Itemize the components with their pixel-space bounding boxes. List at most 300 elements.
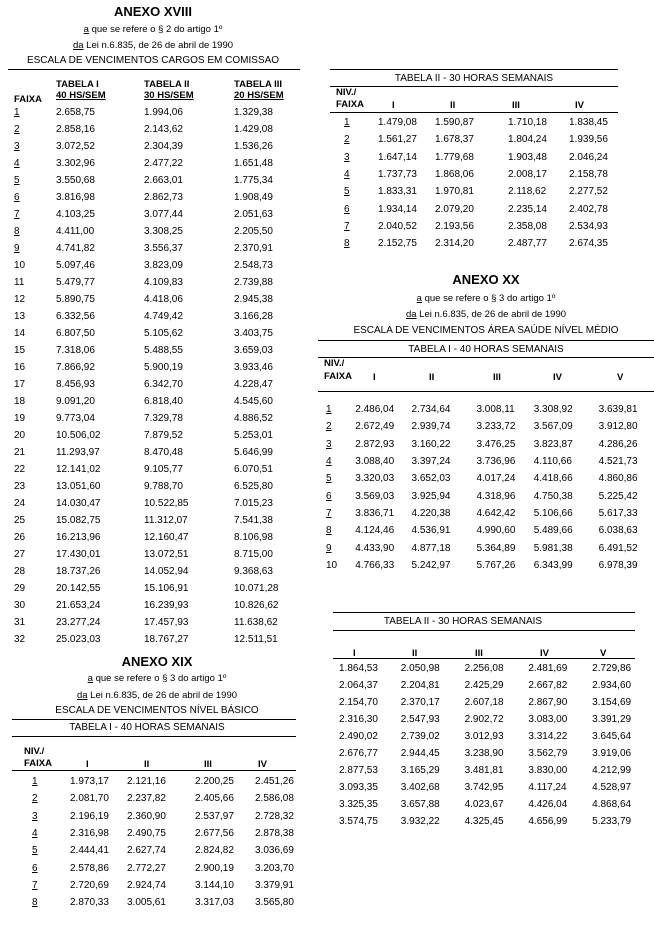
faixa-cell: 11 (14, 277, 25, 288)
faixa-cell: 25 (14, 515, 26, 526)
value-cell: 2.360,90 (127, 810, 166, 822)
faixa-cell: 1 (326, 404, 332, 416)
col-header-ii: II (429, 372, 435, 383)
value-cell: 2.316,30 (339, 714, 378, 725)
value-cell: 2.867,90 (528, 697, 568, 708)
value-cell: 4.749,42 (144, 311, 183, 322)
value-cell: 3.652,03 (411, 473, 451, 485)
col-header-iv: IV (553, 372, 562, 383)
table-row (14, 563, 306, 580)
col-header-iii: III (475, 648, 483, 659)
col-header-faixa: FAIXA (24, 758, 52, 769)
value-cell: 3.379,91 (255, 879, 294, 891)
col-header-tabela-iii: TABELA III (234, 79, 283, 90)
value-cell: 1.970,81 (435, 186, 474, 198)
value-cell: 2.079,20 (435, 203, 474, 215)
table-row (32, 773, 317, 790)
anexo-xviii-title: ANEXO XVIII (113, 4, 193, 19)
table-row (339, 796, 654, 813)
faixa-cell: 20 (14, 430, 26, 441)
table-row (32, 808, 317, 825)
table-row (14, 614, 306, 631)
lei-prefix: da (76, 690, 88, 701)
value-cell: 4.536,91 (411, 525, 451, 537)
value-cell: 3.562,79 (528, 748, 568, 759)
table-row (32, 790, 317, 807)
value-cell: 3.093,35 (339, 782, 378, 793)
value-cell: 13.051,60 (56, 481, 101, 492)
value-cell: 3.639,81 (598, 404, 638, 416)
value-cell: 3.308,92 (533, 404, 573, 416)
col-header-ii: II (450, 100, 456, 111)
table-row (339, 677, 654, 694)
table-row (344, 218, 629, 235)
value-cell: 6.491,52 (598, 542, 638, 554)
faixa-cell: 13 (14, 311, 26, 322)
value-cell: 3.203,70 (255, 862, 294, 874)
value-cell: 3.402,68 (400, 782, 440, 793)
value-cell: 6.342,70 (144, 379, 183, 390)
table-row (326, 401, 654, 418)
table-row (14, 393, 306, 410)
value-cell: 3.657,88 (400, 799, 440, 810)
col-header-tabela-i-hours: 40 HS/SEM (56, 90, 106, 101)
col-header-faixa: FAIXA (336, 99, 364, 110)
divider (318, 391, 654, 392)
value-cell: 17.430,01 (56, 549, 101, 560)
value-cell: 3.836,71 (355, 507, 395, 519)
table-row (14, 206, 306, 223)
value-cell: 2.277,52 (569, 186, 608, 198)
faixa-cell: 6 (32, 862, 38, 874)
table-row (32, 877, 317, 894)
value-cell: 3.314,22 (528, 731, 568, 742)
value-cell: 7.541,38 (234, 515, 273, 526)
value-cell: 2.256,08 (464, 663, 504, 674)
value-cell: 3.830,00 (528, 765, 568, 776)
faixa-cell: 5 (326, 473, 332, 485)
col-header-ii: II (144, 759, 150, 770)
value-cell: 2.046,24 (569, 151, 608, 163)
value-cell: 5.890,75 (56, 294, 95, 305)
value-cell: 2.674,35 (569, 238, 608, 250)
anexo-xix-lei (8, 690, 306, 701)
value-cell: 4.868,64 (592, 799, 632, 810)
faixa-cell: 3 (344, 151, 350, 163)
value-cell: 2.008,17 (508, 169, 547, 181)
divider (318, 357, 654, 358)
faixa-cell: 5 (14, 175, 20, 186)
value-cell: 1.934,14 (378, 203, 417, 215)
col-header-v: V (600, 648, 607, 659)
faixa-cell: 3 (326, 438, 332, 450)
table-row (14, 444, 306, 461)
a20-tabela-ii-title: TABELA II - 30 HORAS SEMANAIS (383, 616, 543, 627)
faixa-cell: 7 (14, 209, 20, 220)
table-row (326, 539, 654, 556)
value-cell: 16.239,93 (144, 600, 189, 611)
divider (330, 112, 618, 113)
value-cell: 1.903,48 (508, 151, 547, 163)
table-row (344, 131, 629, 148)
col-header-i: I (86, 759, 89, 770)
table-row (339, 779, 654, 796)
value-cell: 2.578,86 (70, 862, 109, 874)
value-cell: 2.858,16 (56, 124, 95, 135)
anexo-xviii-table (14, 104, 306, 648)
value-cell: 1.779,68 (435, 151, 474, 163)
value-cell: 4.990,60 (476, 525, 516, 537)
value-cell: 4.528,97 (592, 782, 632, 793)
value-cell: 2.924,74 (127, 879, 166, 891)
value-cell: 16.213,96 (56, 532, 101, 543)
value-cell: 4.110,66 (533, 456, 572, 468)
value-cell: 3.088,40 (355, 456, 395, 468)
table-row (326, 453, 654, 470)
value-cell: 18.737,26 (56, 566, 101, 577)
divider (333, 658, 635, 659)
table-row (14, 223, 306, 240)
value-cell: 4.318,96 (476, 490, 516, 502)
value-cell: 2.051,63 (234, 209, 273, 220)
value-cell: 2.902,72 (464, 714, 504, 725)
value-cell: 5.767,26 (476, 559, 516, 571)
value-cell: 1.536,26 (234, 141, 273, 152)
value-cell: 2.739,02 (400, 731, 440, 742)
faixa-cell: 24 (14, 498, 26, 509)
faixa-cell: 10 (14, 260, 26, 271)
value-cell: 4.117,24 (528, 782, 567, 793)
value-cell: 9.773,04 (56, 413, 95, 424)
value-cell: 10.071,28 (234, 583, 279, 594)
value-cell: 3.567,09 (533, 421, 573, 433)
value-cell: 4.017,24 (476, 473, 516, 485)
faixa-cell: 5 (32, 845, 38, 857)
col-header-iv: IV (540, 648, 549, 659)
value-cell: 5.105,62 (144, 328, 183, 339)
table-row (339, 660, 654, 677)
anexo-xx-ref (318, 293, 654, 304)
ref-text: que se refere o § 3 do artigo 1º (421, 293, 556, 304)
col-header-niv: NIV./ (336, 87, 357, 98)
value-cell: 1.804,24 (508, 134, 547, 146)
value-cell: 2.490,75 (127, 828, 166, 840)
value-cell: 5.233,79 (592, 816, 632, 827)
value-cell: 3.659,03 (234, 345, 273, 356)
table-row (32, 825, 317, 842)
value-cell: 2.677,56 (195, 828, 234, 840)
value-cell: 3.083,00 (528, 714, 568, 725)
table-row (14, 529, 306, 546)
value-cell: 2.235,14 (508, 203, 547, 215)
col-header-iv: IV (575, 100, 584, 111)
value-cell: 4.521,73 (598, 456, 638, 468)
value-cell: 3.403,75 (234, 328, 273, 339)
value-cell: 20.142,55 (56, 583, 101, 594)
value-cell: 2.872,93 (355, 438, 395, 450)
col-header-faixa: FAIXA (14, 94, 42, 105)
faixa-cell: 9 (14, 243, 20, 254)
table-row (339, 813, 654, 830)
value-cell: 4.109,83 (144, 277, 183, 288)
ref-prefix: a (87, 673, 93, 684)
table-row (14, 257, 306, 274)
table-row (326, 487, 654, 504)
value-cell: 1.868,06 (435, 169, 474, 181)
value-cell: 3.325,35 (339, 799, 378, 810)
value-cell: 25.023,03 (56, 634, 101, 645)
table-row (14, 631, 306, 648)
value-cell: 3.160,22 (411, 438, 451, 450)
value-cell: 3.823,09 (144, 260, 183, 271)
value-cell: 1.651,48 (234, 158, 273, 169)
value-cell: 5.981,38 (533, 542, 573, 554)
value-cell: 8.106,98 (234, 532, 273, 543)
value-cell: 4.426,04 (528, 799, 568, 810)
divider (333, 630, 635, 631)
faixa-cell: 29 (14, 583, 26, 594)
value-cell: 2.490,02 (339, 731, 378, 742)
value-cell: 8.715,00 (234, 549, 273, 560)
faixa-cell: 14 (14, 328, 26, 339)
value-cell: 3.233,72 (476, 421, 516, 433)
table-row (339, 694, 654, 711)
ref-prefix: a (83, 24, 89, 35)
faixa-cell: 6 (344, 203, 350, 215)
col-header-i: I (373, 372, 376, 383)
value-cell: 2.548,73 (234, 260, 273, 271)
value-cell: 2.870,33 (70, 897, 109, 909)
value-cell: 2.193,56 (435, 220, 474, 232)
value-cell: 2.487,77 (508, 238, 547, 250)
a18-tabela-ii-title: TABELA II - 30 HORAS SEMANAIS (394, 73, 554, 84)
value-cell: 5.900,19 (144, 362, 183, 373)
value-cell: 3.919,06 (592, 748, 632, 759)
table-row (326, 522, 654, 539)
value-cell: 2.900,19 (195, 862, 234, 874)
value-cell: 9.368,63 (234, 566, 273, 577)
faixa-cell: 26 (14, 532, 26, 543)
value-cell: 3.072,52 (56, 141, 95, 152)
anexo-xix-ref (8, 673, 306, 684)
faixa-cell: 32 (14, 634, 26, 645)
value-cell: 4.023,67 (464, 799, 504, 810)
faixa-cell: 8 (326, 525, 332, 537)
value-cell: 3.391,29 (592, 714, 632, 725)
table-row (344, 200, 629, 217)
faixa-cell: 4 (344, 169, 350, 181)
value-cell: 3.925,94 (411, 490, 451, 502)
value-cell: 14.052,94 (144, 566, 189, 577)
table-row (14, 512, 306, 529)
a18-tabela-ii-table (344, 114, 629, 252)
value-cell: 6.818,40 (144, 396, 183, 407)
value-cell: 2.152,75 (378, 238, 417, 250)
value-cell: 2.444,41 (70, 845, 109, 857)
value-cell: 3.823,87 (533, 438, 573, 450)
value-cell: 11.638,62 (234, 617, 278, 628)
table-row (14, 495, 306, 512)
value-cell: 3.933,46 (234, 362, 273, 373)
table-row (14, 342, 306, 359)
divider (8, 69, 300, 70)
col-header-faixa: FAIXA (324, 371, 352, 382)
col-header-i: I (353, 648, 356, 659)
lei-prefix: da (405, 309, 417, 320)
value-cell: 17.457,93 (144, 617, 189, 628)
faixa-cell: 8 (344, 238, 350, 250)
col-header-tabela-ii: TABELA II (144, 79, 190, 90)
value-cell: 4.886,52 (234, 413, 273, 424)
value-cell: 2.121,16 (127, 776, 166, 788)
col-header-tabela-i: TABELA I (56, 79, 99, 90)
table-row (14, 376, 306, 393)
value-cell: 1.590,87 (435, 117, 474, 129)
value-cell: 2.081,70 (70, 793, 109, 805)
value-cell: 3.036,69 (255, 845, 294, 857)
col-header-tabela-ii-hours: 30 HS/SEM (144, 90, 194, 101)
value-cell: 2.663,01 (144, 175, 183, 186)
value-cell: 7.329,78 (144, 413, 183, 424)
ref-prefix: a (416, 293, 422, 304)
value-cell: 2.934,60 (592, 680, 632, 691)
faixa-cell: 7 (32, 879, 38, 891)
table-row (339, 711, 654, 728)
value-cell: 2.205,50 (234, 226, 273, 237)
value-cell: 7.866,92 (56, 362, 95, 373)
value-cell: 2.316,98 (70, 828, 109, 840)
faixa-cell: 10 (326, 559, 338, 571)
divider (12, 770, 296, 771)
value-cell: 4.656,99 (528, 816, 568, 827)
faixa-cell: 19 (14, 413, 26, 424)
value-cell: 1.908,49 (234, 192, 273, 203)
faixa-cell: 12 (14, 294, 26, 305)
value-cell: 5.479,77 (56, 277, 95, 288)
value-cell: 5.646,99 (234, 447, 273, 458)
anexo-xix-escala: ESCALA DE VENCIMENTOS NÍVEL BÁSICO (55, 705, 259, 716)
anexo-xx-escala: ESCALA DE VENCIMENTOS ÁREA SAÚDE NÍVEL MÉDIO (353, 325, 619, 336)
value-cell: 2.627,74 (127, 845, 166, 857)
value-cell: 3.550,68 (56, 175, 95, 186)
value-cell: 2.720,69 (70, 879, 109, 891)
value-cell: 2.118,62 (508, 186, 547, 198)
value-cell: 2.658,75 (56, 107, 95, 118)
value-cell: 5.253,01 (234, 430, 273, 441)
faixa-cell: 28 (14, 566, 26, 577)
anexo-xviii-escala: ESCALA DE VENCIMENTOS CARGOS EM COMISSAO (26, 55, 280, 66)
table-row (339, 762, 654, 779)
divider (12, 736, 296, 737)
col-header-niv: NIV./ (324, 358, 345, 369)
value-cell: 2.878,38 (255, 828, 294, 840)
table-row (339, 728, 654, 745)
value-cell: 12.511,51 (234, 634, 278, 645)
value-cell: 2.944,45 (400, 748, 440, 759)
table-row (14, 325, 306, 342)
value-cell: 1.973,17 (70, 776, 109, 788)
faixa-cell: 6 (14, 192, 20, 203)
value-cell: 7.879,52 (144, 430, 183, 441)
lei-text: Lei n.6.835, de 26 de abril de 1990 (87, 690, 238, 701)
value-cell: 3.154,69 (592, 697, 632, 708)
value-cell: 8.456,93 (56, 379, 95, 390)
col-header-iii: III (512, 100, 520, 111)
value-cell: 12.160,47 (144, 532, 189, 543)
value-cell: 3.397,24 (411, 456, 451, 468)
value-cell: 4.433,90 (355, 542, 395, 554)
value-cell: 2.204,81 (400, 680, 440, 691)
value-cell: 2.158,78 (569, 169, 608, 181)
value-cell: 2.939,74 (411, 421, 451, 433)
value-cell: 5.242,97 (411, 559, 451, 571)
value-cell: 2.481,69 (528, 663, 568, 674)
value-cell: 3.317,03 (195, 897, 234, 909)
faixa-cell: 4 (14, 158, 20, 169)
value-cell: 3.308,25 (144, 226, 183, 237)
value-cell: 2.672,49 (355, 421, 395, 433)
table-row (14, 478, 306, 495)
value-cell: 3.302,96 (56, 158, 95, 169)
anexo-xx-table (326, 401, 654, 574)
a20-tabela-ii-table (339, 660, 654, 830)
value-cell: 3.165,29 (400, 765, 440, 776)
value-cell: 2.425,29 (464, 680, 504, 691)
faixa-cell: 17 (14, 379, 26, 390)
value-cell: 8.470,48 (144, 447, 183, 458)
value-cell: 4.411,00 (56, 226, 95, 237)
value-cell: 1.647,14 (378, 151, 417, 163)
anexo-xix-table (32, 773, 317, 911)
anexo-xviii-lei (0, 40, 306, 51)
table-row (14, 240, 306, 257)
col-header-iv: IV (258, 759, 267, 770)
col-header-i: I (392, 100, 395, 111)
value-cell: 2.547,93 (400, 714, 440, 725)
table-row (326, 436, 654, 453)
table-row (344, 114, 629, 131)
value-cell: 5.488,55 (144, 345, 183, 356)
faixa-cell: 16 (14, 362, 26, 373)
table-row (339, 745, 654, 762)
value-cell: 5.225,42 (598, 490, 638, 502)
table-row (14, 427, 306, 444)
anexo-xx-lei (318, 309, 654, 320)
value-cell: 3.736,96 (476, 456, 516, 468)
table-row (326, 470, 654, 487)
divider (318, 340, 654, 341)
value-cell: 3.742,95 (464, 782, 504, 793)
faixa-cell: 18 (14, 396, 26, 407)
faixa-cell: 8 (14, 226, 20, 237)
value-cell: 2.196,19 (70, 810, 109, 822)
value-cell: 2.486,04 (355, 404, 395, 416)
value-cell: 3.816,98 (56, 192, 95, 203)
value-cell: 5.106,66 (533, 507, 573, 519)
anexo-xix-title: ANEXO XIX (121, 654, 193, 669)
value-cell: 3.912,80 (598, 421, 638, 433)
value-cell: 2.358,08 (508, 220, 547, 232)
value-cell: 2.370,17 (400, 697, 440, 708)
value-cell: 15.106,91 (144, 583, 189, 594)
faixa-cell: 5 (344, 186, 350, 198)
value-cell: 1.939,56 (569, 134, 608, 146)
value-cell: 2.734,64 (411, 404, 451, 416)
faixa-cell: 21 (14, 447, 26, 458)
value-cell: 4.228,47 (234, 379, 273, 390)
value-cell: 1.329,38 (234, 107, 273, 118)
faixa-cell: 2 (14, 124, 20, 135)
